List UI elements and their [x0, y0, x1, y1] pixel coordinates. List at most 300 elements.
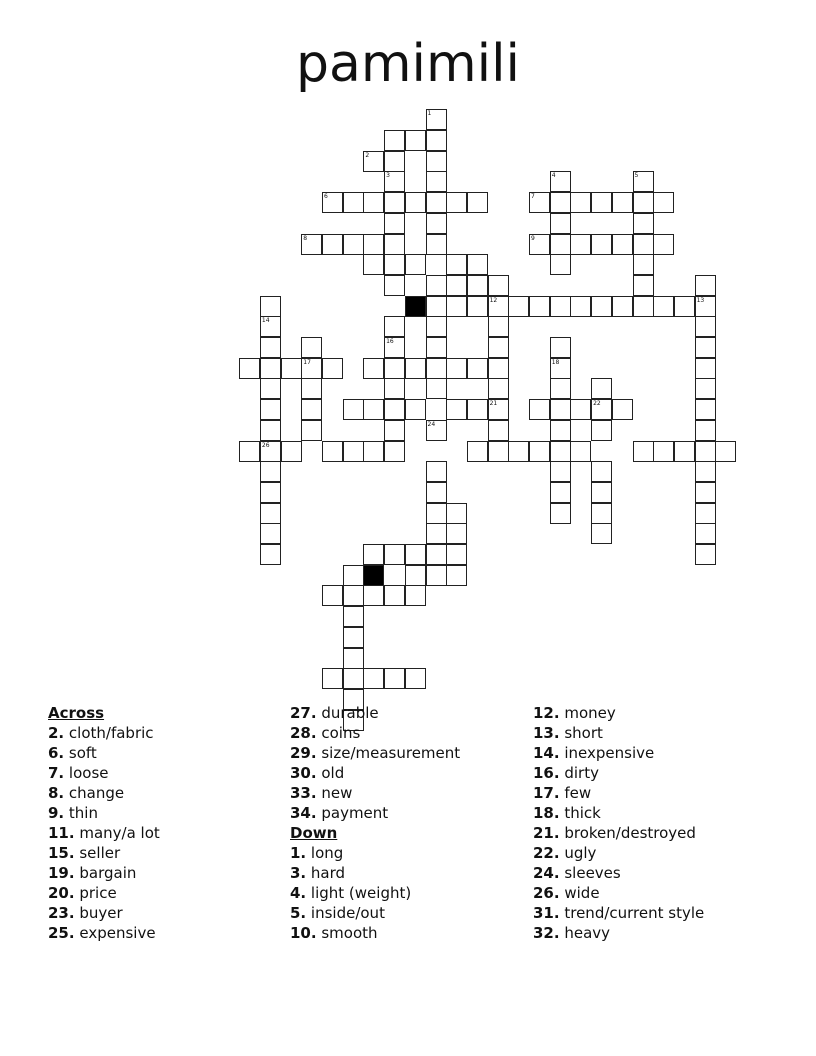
grid-cell[interactable] [322, 585, 343, 606]
clue-item [290, 863, 460, 883]
grid-cell[interactable] [467, 296, 488, 317]
grid-cell[interactable] [529, 296, 550, 317]
grid-cell[interactable] [384, 337, 405, 358]
grid-cell[interactable] [426, 234, 447, 255]
grid-cell[interactable] [446, 254, 467, 275]
clue-item [533, 703, 704, 723]
grid-cell[interactable] [633, 192, 654, 213]
grid-cell[interactable] [426, 544, 447, 565]
grid-cell[interactable] [446, 399, 467, 420]
clue-number-label: 31. [533, 904, 560, 922]
grid-cell[interactable] [405, 399, 426, 420]
clue-number-label: 20. [48, 884, 75, 902]
grid-cell[interactable] [363, 254, 384, 275]
grid-cell[interactable] [384, 275, 405, 296]
grid-cell[interactable] [488, 441, 509, 462]
grid-cell[interactable] [384, 441, 405, 462]
clue-number-label: 8. [48, 784, 65, 802]
grid-cell[interactable] [301, 420, 322, 441]
grid-cell[interactable] [695, 461, 716, 482]
grid-cell[interactable] [343, 399, 364, 420]
clue-number-label: 17. [533, 784, 560, 802]
clue-text: thick [564, 804, 601, 822]
grid-cell[interactable] [570, 441, 591, 462]
grid-cell[interactable] [426, 565, 447, 586]
grid-cell[interactable] [260, 296, 281, 317]
grid-cell[interactable] [384, 316, 405, 337]
grid-cell[interactable] [550, 213, 571, 234]
clue-number-label: 4. [290, 884, 307, 902]
grid-cell[interactable] [363, 151, 384, 172]
clue-number-label: 12. [533, 704, 560, 722]
grid-cell[interactable] [550, 482, 571, 503]
grid-cell[interactable] [591, 234, 612, 255]
grid-cell[interactable] [612, 192, 633, 213]
clue-item [290, 743, 460, 763]
clue-item [290, 883, 460, 903]
clue-item [48, 863, 160, 883]
grid-cell[interactable] [550, 441, 571, 462]
grid-cell[interactable] [695, 503, 716, 524]
grid-cell[interactable] [405, 585, 426, 606]
clue-item [48, 743, 160, 763]
grid-cell[interactable] [508, 441, 529, 462]
grid-cell[interactable] [384, 358, 405, 379]
grid-cell[interactable] [529, 399, 550, 420]
clue-text: new [321, 784, 353, 802]
clue-item [48, 783, 160, 803]
grid-cell[interactable] [260, 420, 281, 441]
grid-cell[interactable] [405, 130, 426, 151]
grid-cell[interactable] [488, 358, 509, 379]
grid-cell[interactable] [281, 358, 302, 379]
grid-cell[interactable] [239, 441, 260, 462]
clue-item [533, 923, 704, 943]
grid-cell[interactable] [695, 275, 716, 296]
black-cell [405, 296, 426, 317]
clue-text: trend/current style [564, 904, 705, 922]
grid-cell[interactable] [322, 358, 343, 379]
grid-cell[interactable] [322, 192, 343, 213]
grid-cell[interactable] [591, 192, 612, 213]
grid-cell[interactable] [550, 399, 571, 420]
grid-cell[interactable] [301, 378, 322, 399]
grid-cell[interactable] [446, 358, 467, 379]
grid-cell[interactable] [446, 503, 467, 524]
clue-item [290, 723, 460, 743]
grid-cell[interactable] [446, 544, 467, 565]
clue-number-label: 21. [533, 824, 560, 842]
grid-cell[interactable] [426, 358, 447, 379]
grid-cell[interactable] [384, 192, 405, 213]
grid-cell[interactable] [633, 441, 654, 462]
clue-item [290, 903, 460, 923]
clue-text: buyer [79, 904, 123, 922]
grid-cell[interactable] [405, 358, 426, 379]
grid-cell[interactable] [446, 192, 467, 213]
grid-cell[interactable] [363, 234, 384, 255]
grid-cell[interactable] [550, 192, 571, 213]
grid-cell[interactable] [653, 192, 674, 213]
clue-item [48, 883, 160, 903]
grid-cell[interactable] [550, 171, 571, 192]
grid-cell[interactable] [239, 358, 260, 379]
grid-cell[interactable] [467, 275, 488, 296]
grid-cell[interactable] [529, 441, 550, 462]
clue-number: 5 [634, 172, 639, 180]
clue-number: 18 [551, 358, 560, 366]
grid-cell[interactable] [446, 523, 467, 544]
grid-cell[interactable] [488, 420, 509, 441]
grid-cell[interactable] [426, 171, 447, 192]
grid-cell[interactable] [612, 399, 633, 420]
clue-text: dirty [564, 764, 599, 782]
clue-item [48, 923, 160, 943]
clue-number: 12 [489, 296, 498, 304]
grid-cell[interactable] [488, 296, 509, 317]
grid-cell[interactable] [426, 130, 447, 151]
clue-text: price [79, 884, 117, 902]
clue-text: broken/destroyed [564, 824, 696, 842]
grid-cell[interactable] [695, 441, 716, 462]
grid-cell[interactable] [446, 565, 467, 586]
clue-number-label: 22. [533, 844, 560, 862]
clue-text: wide [564, 884, 600, 902]
grid-cell[interactable] [591, 296, 612, 317]
grid-cell[interactable] [260, 503, 281, 524]
grid-cell[interactable] [405, 565, 426, 586]
grid-cell[interactable] [695, 399, 716, 420]
clue-number-label: 14. [533, 744, 560, 762]
grid-cell[interactable] [260, 378, 281, 399]
grid-cell[interactable] [570, 399, 591, 420]
grid-cell[interactable] [363, 668, 384, 689]
grid-cell[interactable] [570, 234, 591, 255]
section-heading: Across [48, 704, 105, 722]
grid-cell[interactable] [653, 234, 674, 255]
grid-cell[interactable] [612, 234, 633, 255]
grid-cell[interactable] [426, 213, 447, 234]
clue-item [290, 703, 460, 723]
grid-cell[interactable] [550, 234, 571, 255]
grid-cell[interactable] [695, 378, 716, 399]
grid-cell[interactable] [591, 503, 612, 524]
grid-cell[interactable] [446, 275, 467, 296]
grid-cell[interactable] [715, 441, 736, 462]
grid-cell[interactable] [260, 441, 281, 462]
grid-cell[interactable] [695, 337, 716, 358]
clue-number: 3 [386, 172, 390, 180]
clue-number-label: 24. [533, 864, 560, 882]
grid-cell[interactable] [550, 461, 571, 482]
clue-text: thin [68, 804, 98, 822]
clue-number-label: 29. [290, 744, 317, 762]
clue-text: heavy [564, 924, 611, 942]
grid-cell[interactable] [322, 234, 343, 255]
clue-number: 22 [593, 400, 601, 408]
grid-cell[interactable] [633, 296, 654, 317]
clue-item [290, 843, 460, 863]
grid-cell[interactable] [281, 441, 302, 462]
clue-item [533, 783, 704, 803]
clue-number-label: 15. [48, 844, 75, 862]
grid-cell[interactable] [405, 254, 426, 275]
grid-cell[interactable] [384, 378, 405, 399]
grid-cell[interactable] [363, 358, 384, 379]
grid-cell[interactable] [260, 461, 281, 482]
grid-cell[interactable] [633, 234, 654, 255]
clue-number-label: 9. [48, 804, 65, 822]
grid-cell[interactable] [467, 192, 488, 213]
grid-cell[interactable] [674, 441, 695, 462]
grid-cell[interactable] [384, 234, 405, 255]
grid-cell[interactable] [343, 585, 364, 606]
clue-item [48, 803, 160, 823]
clue-text: coins [321, 724, 361, 742]
clue-item [533, 823, 704, 843]
grid-cell[interactable] [363, 441, 384, 462]
grid-cell[interactable] [467, 399, 488, 420]
grid-cell[interactable] [550, 296, 571, 317]
grid-cell[interactable] [343, 627, 364, 648]
clue-number-label: 30. [290, 764, 317, 782]
clue-text: soft [68, 744, 97, 762]
clue-number-label: 13. [533, 724, 560, 742]
grid-cell[interactable] [591, 378, 612, 399]
clue-number-label: 32. [533, 924, 560, 942]
grid-cell[interactable] [674, 296, 695, 317]
clue-item [533, 803, 704, 823]
grid-cell[interactable] [695, 544, 716, 565]
clue-number-label: 3. [290, 864, 307, 882]
grid-cell[interactable] [426, 523, 447, 544]
clue-number-label: 34. [290, 804, 317, 822]
grid-cell[interactable] [384, 151, 405, 172]
grid-cell[interactable] [426, 316, 447, 337]
clue-number-label: 16. [533, 764, 560, 782]
grid-cell[interactable] [426, 482, 447, 503]
clue-text: bargain [79, 864, 137, 882]
grid-cell[interactable] [384, 399, 405, 420]
black-cell [363, 565, 384, 586]
grid-cell[interactable] [550, 254, 571, 275]
grid-cell[interactable] [426, 192, 447, 213]
clue-number-label: 27. [290, 704, 317, 722]
grid-cell[interactable] [695, 523, 716, 544]
grid-cell[interactable] [301, 337, 322, 358]
clue-text: sleeves [564, 864, 621, 882]
clue-number-label: 5. [290, 904, 307, 922]
grid-cell[interactable] [260, 316, 281, 337]
clue-text: long [310, 844, 344, 862]
clue-number-label: 23. [48, 904, 75, 922]
grid-cell[interactable] [591, 482, 612, 503]
clue-number-label: 7. [48, 764, 65, 782]
clue-number: 14 [261, 317, 270, 325]
clue-number: 17 [303, 358, 311, 366]
clue-number: 8 [303, 234, 308, 242]
grid-cell[interactable] [301, 358, 322, 379]
clue-item [48, 723, 160, 743]
grid-cell[interactable] [301, 234, 322, 255]
grid-cell[interactable] [405, 544, 426, 565]
clue-item [533, 903, 704, 923]
clue-item [290, 783, 460, 803]
clue-text: size/measurement [321, 744, 461, 762]
clue-number-label: 18. [533, 804, 560, 822]
clue-item [290, 763, 460, 783]
clue-item [533, 743, 704, 763]
grid-cell[interactable] [550, 503, 571, 524]
grid-cell[interactable] [322, 441, 343, 462]
grid-cell[interactable] [570, 192, 591, 213]
grid-cell[interactable] [343, 192, 364, 213]
clue-item [533, 723, 704, 743]
grid-cell[interactable] [426, 420, 447, 441]
grid-cell[interactable] [508, 296, 529, 317]
grid-cell[interactable] [653, 441, 674, 462]
grid-cell[interactable] [550, 337, 571, 358]
clue-text: many/a lot [79, 824, 160, 842]
grid-cell[interactable] [363, 399, 384, 420]
grid-cell[interactable] [633, 171, 654, 192]
grid-cell[interactable] [695, 358, 716, 379]
grid-cell[interactable] [260, 399, 281, 420]
clue-number: 1 [427, 110, 432, 118]
grid-cell[interactable] [488, 337, 509, 358]
grid-cell[interactable] [488, 316, 509, 337]
grid-cell[interactable] [426, 461, 447, 482]
clue-text: short [564, 724, 603, 742]
clue-number-label: 10. [290, 924, 317, 942]
clue-item [48, 823, 160, 843]
clue-item [533, 863, 704, 883]
clue-text: loose [68, 764, 109, 782]
clue-number: 13 [696, 296, 705, 304]
clue-item [48, 903, 160, 923]
clue-number-label: 2. [48, 724, 65, 742]
grid-cell[interactable] [467, 441, 488, 462]
grid-cell[interactable] [260, 337, 281, 358]
grid-cell[interactable] [260, 482, 281, 503]
grid-cell[interactable] [384, 213, 405, 234]
grid-cell[interactable] [488, 378, 509, 399]
clue-text: change [68, 784, 125, 802]
grid-cell[interactable] [570, 296, 591, 317]
grid-cell[interactable] [384, 585, 405, 606]
grid-cell[interactable] [343, 648, 364, 669]
grid-cell[interactable] [695, 316, 716, 337]
grid-cell[interactable] [426, 275, 447, 296]
grid-cell[interactable] [426, 378, 447, 399]
grid-cell[interactable] [591, 461, 612, 482]
clue-number: 4 [551, 172, 556, 180]
clue-text: durable [321, 704, 379, 722]
grid-cell[interactable] [405, 668, 426, 689]
grid-cell[interactable] [529, 192, 550, 213]
clue-text: inside/out [310, 904, 385, 922]
grid-cell[interactable] [550, 378, 571, 399]
grid-cell[interactable] [405, 192, 426, 213]
grid-cell[interactable] [260, 358, 281, 379]
clue-number: 16 [386, 338, 394, 345]
grid-cell[interactable] [426, 503, 447, 524]
grid-cell[interactable] [363, 585, 384, 606]
grid-cell[interactable] [695, 420, 716, 441]
grid-cell[interactable] [695, 296, 716, 317]
grid-cell[interactable] [488, 275, 509, 296]
grid-cell[interactable] [343, 668, 364, 689]
grid-cell[interactable] [384, 130, 405, 151]
clue-number-label: 11. [48, 824, 75, 842]
clue-number-label: 1. [290, 844, 307, 862]
grid-cell[interactable] [260, 523, 281, 544]
grid-cell[interactable] [550, 358, 571, 379]
grid-cell[interactable] [260, 544, 281, 565]
grid-cell[interactable] [363, 544, 384, 565]
grid-cell[interactable] [446, 296, 467, 317]
grid-cell[interactable] [488, 399, 509, 420]
grid-cell[interactable] [591, 420, 612, 441]
grid-cell[interactable] [343, 565, 364, 586]
grid-cell[interactable] [384, 171, 405, 192]
grid-cell[interactable] [591, 523, 612, 544]
clue-item [48, 843, 160, 863]
clue-item [48, 763, 160, 783]
clue-item [533, 843, 704, 863]
grid-cell[interactable] [343, 441, 364, 462]
grid-cell[interactable] [467, 358, 488, 379]
grid-cell[interactable] [343, 606, 364, 627]
grid-cell[interactable] [363, 192, 384, 213]
grid-cell[interactable] [467, 254, 488, 275]
clue-item [290, 923, 460, 943]
grid-cell[interactable] [550, 420, 571, 441]
clue-number: 26 [261, 441, 270, 449]
grid-cell[interactable] [384, 254, 405, 275]
grid-cell[interactable] [612, 296, 633, 317]
grid-cell[interactable] [653, 296, 674, 317]
grid-cell[interactable] [633, 213, 654, 234]
clue-number: 9 [531, 234, 535, 242]
grid-cell[interactable] [426, 296, 447, 317]
clue-number-label: 19. [48, 864, 75, 882]
clue-number: 6 [324, 193, 328, 201]
grid-cell[interactable] [695, 482, 716, 503]
grid-cell[interactable] [343, 234, 364, 255]
grid-cell[interactable] [426, 337, 447, 358]
grid-cell[interactable] [633, 275, 654, 296]
clue-number-label: 6. [48, 744, 65, 762]
grid-cell[interactable] [529, 234, 550, 255]
grid-cell[interactable] [322, 668, 343, 689]
clue-number-label: 33. [290, 784, 317, 802]
grid-cell[interactable] [426, 151, 447, 172]
clue-number: 24 [427, 420, 436, 428]
grid-cell[interactable] [591, 399, 612, 420]
grid-cell[interactable] [426, 109, 447, 130]
clue-text: ugly [564, 844, 597, 862]
grid-cell[interactable] [301, 399, 322, 420]
clue-text: seller [79, 844, 121, 862]
grid-cell[interactable] [384, 420, 405, 441]
clue-column-2 [290, 703, 460, 943]
grid-cell[interactable] [384, 544, 405, 565]
clue-text: old [321, 764, 345, 782]
grid-cell[interactable] [633, 254, 654, 275]
clue-number-label: 26. [533, 884, 560, 902]
grid-cell[interactable] [384, 668, 405, 689]
